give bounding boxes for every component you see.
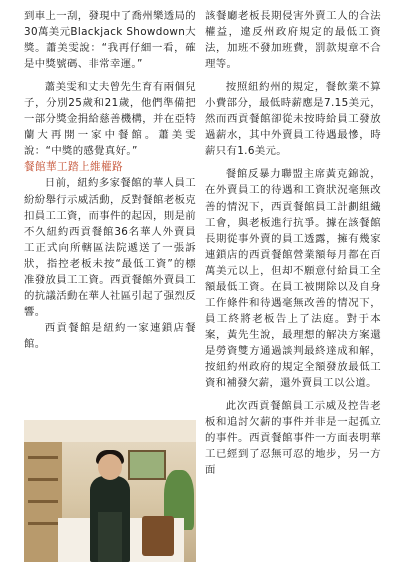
photo-chair [142, 516, 174, 556]
photo-apron [98, 512, 122, 562]
right-paragraph-1: 該餐廳老板長期侵害外賣工人的合法權益，違反州政府規定的最低工資法，加班不發加班費，罰款規章不合理等。 [205, 10, 381, 71]
left-paragraph-1: 到車上一刮，發現中了喬州樂透局的30萬美元Blackjack Showdown大獎。蕭美雯說：“我再仔細一看，確是中獎號碼、非常幸運。” [24, 10, 196, 71]
left-paragraph-4: 西貢餐館是紐約一家連鎖店餐館。 [24, 321, 196, 350]
photo-face [98, 454, 122, 480]
photo-wall-art [128, 450, 166, 480]
section-heading: 餐館華工踏上維權路 [24, 161, 123, 174]
left-column [24, 8, 196, 352]
right-paragraph-3: 餐館反暴力聯盟主席黃克錦說，在外賣員工的待遇和工資狀況毫無改善的情況下，西貢餐館員工計劃組織工會，與老板進行抗爭。據在該餐館長期從事外賣的員工透露，擁有幾家連鎖店的西貢餐館營業額每月都在百萬美元以上，但却不願意付給員工全額最低工資。在員工被開除以及自身工作條件和待遇毫無改善的情况下，員工終將老板告上了法庭。對于本案，黃先生說，最理想的解决方案還是勞資雙方通過談判最終達成和解，按紐約州政府的規定全額發放最低工資和補發欠薪，還外賣員工以公道。 [205, 168, 381, 390]
photo-ceiling [24, 420, 196, 442]
right-column [205, 8, 381, 478]
restaurant-worker-photo [24, 420, 196, 562]
right-paragraph-4: 此次西貢餐館員工示威及控告老板和追討欠薪的事件并非是一起孤立的事件。西貢餐館事件一方面表明華工已經到了忍無可忍的地步，另一方面 [205, 400, 381, 477]
left-paragraph-3: 日前，紐約多家餐館的華人員工紛紛舉行示威活動，反對餐館老板克扣員工工資，而事件的起因，則是前不久紐約西貢餐館36名華人外賣員工正式向所轄區法院遞送了一張訴狀，指控老板未按“最低工資”的標准發放員工工資。西貢餐館外賣員工的抗議活動在華人社區引起了强烈反響。 [24, 177, 196, 318]
photo-shelf [24, 442, 62, 562]
right-paragraph-2: 按照紐約州的規定，餐飲業不算小費部分，最低時薪應是7.15美元，然而西貢餐館卻從未按時給員工發放過薪水，其中外賣員工待遇最慘，時薪只有1.6美元。 [205, 81, 381, 158]
left-paragraph-2: 蕭美雯和丈夫曾先生育有兩個兒子，分別25歲和21歲，他們準備把一部分獎金捐給慈善機構，并在亞特蘭大再開一家中餐館。蕭美雯說：“中獎的感覺真好。” [24, 81, 196, 158]
